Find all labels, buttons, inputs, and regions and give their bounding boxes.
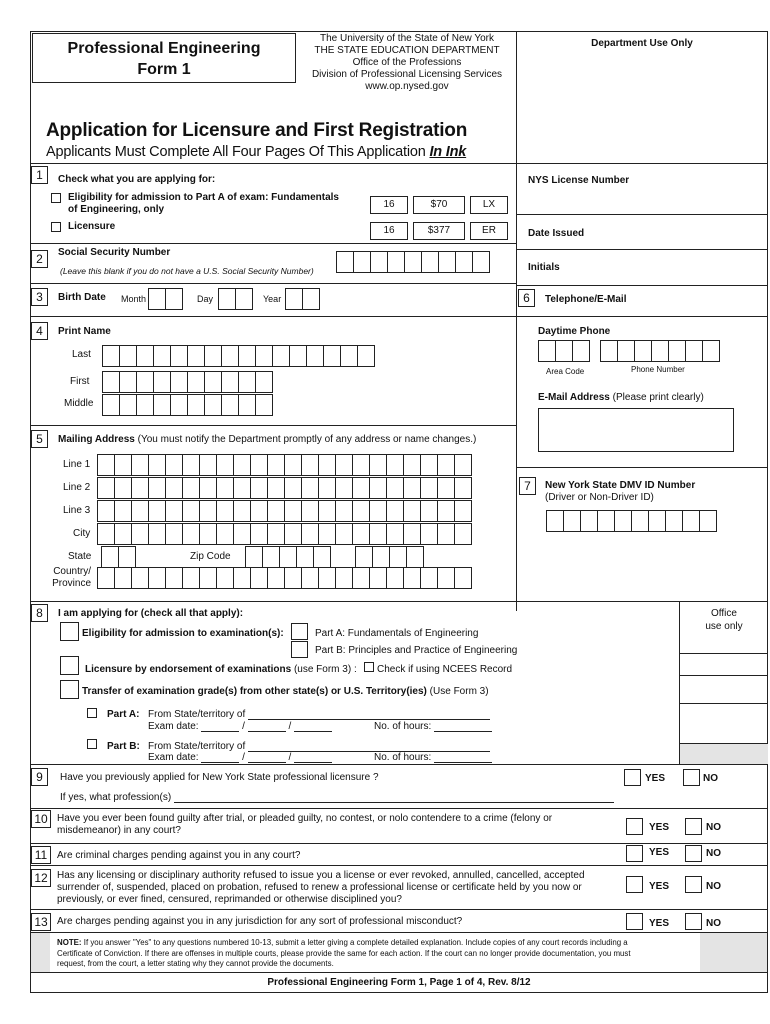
q13-no-checkbox[interactable] — [685, 913, 702, 930]
q12-yes-checkbox[interactable] — [626, 876, 643, 893]
part-a-only-checkbox[interactable] — [51, 193, 61, 203]
dept-use-label: Department Use Only — [591, 38, 693, 49]
section-8-number: 8 — [31, 604, 48, 622]
month-label: Month — [121, 294, 147, 304]
part-a-label: Part A: Fundamentals of Engineering — [315, 628, 479, 639]
q13-yes-checkbox[interactable] — [626, 913, 643, 930]
transfer-checkbox[interactable] — [60, 680, 79, 699]
q10-yes-checkbox[interactable] — [626, 818, 643, 835]
q10-no-checkbox[interactable] — [685, 818, 702, 835]
part-a-exam-date: Exam date: / / — [148, 721, 332, 732]
q12-no-checkbox[interactable] — [685, 876, 702, 893]
ssn-note: (Leave this blank if you do not have a U.S. Social Security Number) — [60, 266, 314, 276]
question-10-text: Have you ever been found guilty after trial, or pleaded guilty, no contest, or nolo contendere to a crime (felony or misdemeanor) in any court? — [57, 813, 553, 836]
month-cells[interactable] — [148, 288, 182, 310]
section-1-title: Check what you are applying for: — [58, 174, 216, 185]
eligibility-label: Eligibility for admission to examination(s): — [82, 628, 284, 639]
ncees-checkbox[interactable] — [364, 662, 374, 672]
country-cells[interactable] — [97, 567, 471, 589]
last-name-cells[interactable] — [102, 345, 374, 367]
address-line-3-label: Line 3 — [63, 505, 91, 516]
part-b-checkbox[interactable] — [291, 641, 308, 658]
last-name-label: Last — [72, 349, 91, 360]
address-line-1-label: Line 1 — [63, 459, 91, 470]
part-a-from-state: From State/territory of — [148, 709, 490, 720]
state-cells[interactable] — [101, 546, 135, 568]
dmv-id-cells[interactable] — [546, 510, 716, 532]
section-2-title: Social Security Number — [58, 247, 171, 258]
endorsement-label: Licensure by endorsement of examinations (use Form 3) : — [85, 664, 357, 675]
fee-code: 16 — [370, 222, 408, 240]
date-issued-label: Date Issued — [528, 228, 585, 239]
q10-yes-label: YES — [649, 822, 670, 833]
question-13-text: Are charges pending against you in any jurisdiction for any sort of professional misconduct? — [57, 916, 463, 927]
section-3-title: Birth Date — [58, 292, 106, 303]
transfer-part-b-label: Part B: — [107, 741, 140, 752]
part-b-label: Part B: Principles and Practice of Engineering — [315, 645, 518, 656]
q11-no-checkbox[interactable] — [685, 845, 702, 862]
daytime-phone-label: Daytime Phone — [538, 326, 611, 337]
middle-name-cells[interactable] — [102, 394, 272, 416]
q9-yes-label: YES — [645, 773, 666, 784]
part-b-from-state: From State/territory of — [148, 741, 490, 752]
section-3-number: 3 — [31, 288, 48, 306]
q12-no-label: NO — [706, 881, 721, 892]
address-line-2-cells[interactable] — [97, 477, 471, 499]
country-label: Country/ Province — [52, 566, 91, 589]
address-line-1-cells[interactable] — [97, 454, 471, 476]
first-name-label: First — [70, 376, 90, 387]
section-7-number: 7 — [519, 477, 536, 495]
zip-code-cells[interactable] — [245, 546, 330, 568]
transfer-part-a-label: Part A: — [107, 709, 140, 720]
section-4-title: Print Name — [58, 326, 111, 337]
city-label: City — [73, 528, 91, 539]
transfer-part-a-checkbox[interactable] — [87, 708, 97, 718]
q11-yes-label: YES — [649, 847, 670, 858]
q13-yes-label: YES — [649, 918, 670, 929]
section-5-title: Mailing Address (You must notify the Department promptly of any address or name changes.) — [58, 434, 477, 445]
eligibility-checkbox[interactable] — [60, 622, 79, 641]
section-7-title: New York State DMV ID Number — [545, 480, 696, 491]
state-label: State — [68, 551, 92, 562]
section-6-title: Telephone/E-Mail — [545, 294, 627, 305]
part-b-hours: No. of hours: — [374, 752, 492, 763]
year-label: Year — [263, 294, 282, 304]
office-use-label: Office use only — [705, 608, 743, 632]
agency-header: The University of the State of New York THE STATE EDUCATION DEPARTMENT Office of the Professions Division of Professional Licensing Services www.op.nysed.gov — [311, 33, 503, 92]
question-9-profession: If yes, what profession(s) — [60, 792, 614, 803]
fee-code: 16 — [370, 196, 408, 214]
email-label: E-Mail Address (Please print clearly) — [538, 392, 704, 403]
section-4-number: 4 — [31, 322, 48, 340]
question-12-number: 12 — [31, 869, 51, 887]
fee-type: LX — [470, 196, 508, 214]
fee-amount: $377 — [413, 222, 465, 240]
part-b-exam-date: Exam date: / / — [148, 752, 332, 763]
endorsement-checkbox[interactable] — [60, 656, 79, 675]
licensure-checkbox[interactable] — [51, 222, 61, 232]
address-line-3-cells[interactable] — [97, 500, 471, 522]
year-cells[interactable] — [285, 288, 319, 310]
q11-yes-checkbox[interactable] — [626, 845, 643, 862]
zip-extension-cells[interactable] — [355, 546, 423, 568]
part-a-hours: No. of hours: — [374, 721, 492, 732]
q13-no-label: NO — [706, 918, 721, 929]
transfer-part-b-checkbox[interactable] — [87, 739, 97, 749]
phone-number-cells[interactable] — [600, 340, 719, 362]
day-label: Day — [197, 294, 214, 304]
question-10-number: 10 — [31, 810, 51, 828]
question-12-text: Has any licensing or disciplinary authority refused to issue you a license or ever revoked, annulled, cancelled, accepted surrender of, suspended, placed on probation, refused to renew a professional license or certificate held by you now or previously, or ever fined, censured, reprimanded or otherwise disciplined you? — [57, 870, 585, 905]
question-9-text: Have you previously applied for New York State professional licensure ? — [60, 772, 379, 783]
section-1-number: 1 — [31, 166, 48, 184]
email-input[interactable] — [538, 408, 734, 452]
area-code-label: Area Code — [546, 367, 585, 376]
question-11-number: 11 — [31, 846, 51, 864]
note-text: NOTE: If you answer "Yes" to any questions numbered 10-13, submit a letter giving a complete detailed explanation. Include copies of any court records including a Certificate of Conviction. If there are offenses in multiple courts, please provide the same for each action. If the court can no longer provide documentation, you must request, from the court, a letter stating why they cannot provide the documents. — [57, 938, 631, 968]
q9-no-label: NO — [703, 773, 718, 784]
area-code-cells[interactable] — [538, 340, 589, 362]
q12-yes-label: YES — [649, 881, 670, 892]
address-line-2-label: Line 2 — [63, 482, 91, 493]
q10-no-label: NO — [706, 822, 721, 833]
ssn-cells[interactable] — [336, 251, 489, 273]
q9-yes-checkbox[interactable] — [624, 769, 641, 786]
city-cells[interactable] — [97, 523, 471, 545]
section-5-number: 5 — [31, 430, 48, 448]
dmv-id-note: (Driver or Non-Driver ID) — [545, 492, 654, 503]
q9-no-checkbox[interactable] — [683, 769, 700, 786]
section-8-title: I am applying for (check all that apply): — [58, 608, 244, 619]
fee-type: ER — [470, 222, 508, 240]
ncees-label: Check if using NCEES Record — [377, 664, 513, 675]
fee-amount: $70 — [413, 196, 465, 214]
question-9-number: 9 — [31, 768, 48, 786]
transfer-label: Transfer of examination grade(s) from other state(s) or U.S. Territory(ies) (Use Form 3) — [82, 686, 489, 697]
form-title: Professional Engineering Form 1 — [67, 40, 261, 78]
application-subtitle: Applicants Must Complete All Four Pages Of This Application In Ink — [46, 144, 467, 160]
section-6-number: 6 — [518, 289, 535, 307]
zip-code-label: Zip Code — [190, 551, 231, 562]
part-a-checkbox[interactable] — [291, 623, 308, 640]
question-13-number: 13 — [31, 913, 51, 931]
part-a-only-label: Eligibility for admission to Part A of exam: Fundamentals of Engineering, only — [68, 192, 339, 215]
phone-number-label: Phone Number — [631, 365, 685, 374]
section-2-number: 2 — [31, 250, 48, 268]
application-title: Application for Licensure and First Registration — [46, 120, 468, 141]
question-11-text: Are criminal charges pending against you in any court? — [57, 850, 301, 861]
license-number-label: NYS License Number — [528, 175, 630, 186]
page-footer: Professional Engineering Form 1, Page 1 of 4, Rev. 8/12 — [267, 977, 531, 988]
initials-label: Initials — [528, 262, 560, 273]
q11-no-label: NO — [706, 848, 721, 859]
middle-name-label: Middle — [64, 398, 94, 409]
licensure-label: Licensure — [68, 221, 116, 232]
first-name-cells[interactable] — [102, 371, 272, 393]
day-cells[interactable] — [218, 288, 252, 310]
